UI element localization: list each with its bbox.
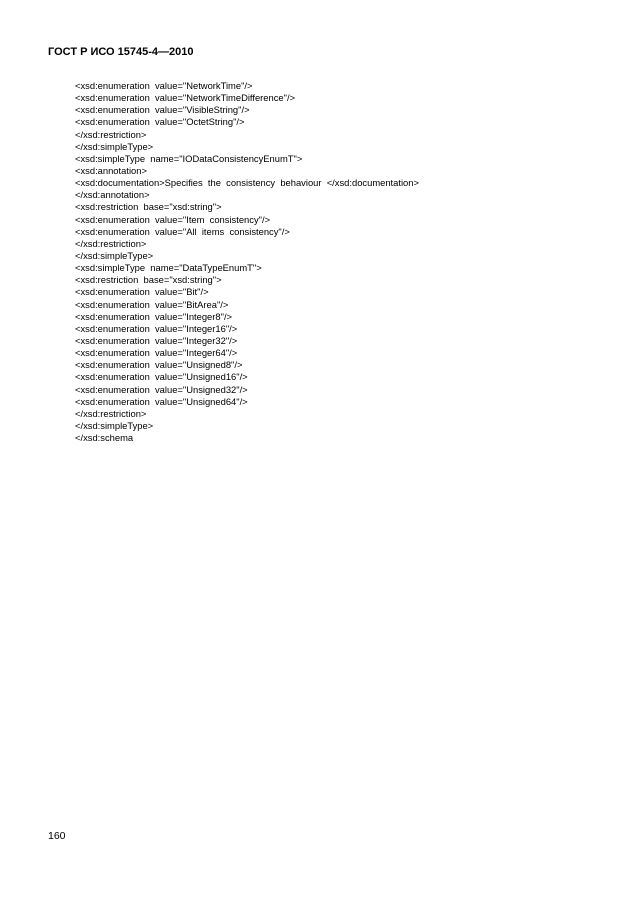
code-line: </xsd:simpleType> [75,249,154,261]
code-line: <xsd:enumeration value="All items consistency"/> [75,225,290,237]
code-line: <xsd:enumeration value="Unsigned64"/> [75,395,248,407]
code-line: <xsd:annotation> [75,164,147,176]
document-header: ГОСТ Р ИСО 15745-4—2010 [48,46,194,58]
code-line: <xsd:enumeration value="OctetString"/> [75,116,245,128]
code-line: </xsd:restriction> [75,407,147,419]
page-number: 160 [48,830,66,842]
code-line: <xsd:enumeration value="Item consistency"/> [75,213,271,225]
code-line: <xsd:restriction base="xsd:string"> [75,201,222,213]
code-line: <xsd:enumeration value="NetworkTimeDifference"/> [75,92,296,104]
code-line: <xsd:restriction base="xsd:string"> [75,274,222,286]
code-line: </xsd:simpleType> [75,140,154,152]
code-line: <xsd:enumeration value="Unsigned16"/> [75,371,248,383]
code-line: </xsd:schema [75,432,134,444]
code-line: <xsd:simpleType name="IODataConsistencyEnumT"> [75,152,303,164]
code-line: <xsd:enumeration value="Integer8"/> [75,310,233,322]
code-line: <xsd:enumeration value="Unsigned32"/> [75,383,248,395]
code-line: <xsd:simpleType name="DataTypeEnumT"> [75,262,262,274]
code-line: <xsd:enumeration value="Unsigned8"/> [75,359,243,371]
code-line: </xsd:restriction> [75,237,147,249]
code-line: <xsd:enumeration value="VisibleString"/> [75,104,250,116]
code-line: </xsd:simpleType> [75,419,154,431]
code-line: </xsd:restriction> [75,128,147,140]
code-line: <xsd:enumeration value="Integer32"/> [75,334,238,346]
code-line: <xsd:enumeration value="NetworkTime"/> [75,80,253,91]
code-line: <xsd:documentation>Specifies the consistency behaviour </xsd:documentation> [75,177,419,189]
xsd-code-listing [75,80,595,444]
code-line: <xsd:enumeration value="Integer16"/> [75,322,238,334]
code-line: </xsd:annotation> [75,189,150,201]
code-line: <xsd:enumeration value="Integer64"/> [75,347,238,359]
code-line: <xsd:enumeration value="BitArea"/> [75,298,229,310]
code-line: <xsd:enumeration value="Bit"/> [75,286,209,298]
